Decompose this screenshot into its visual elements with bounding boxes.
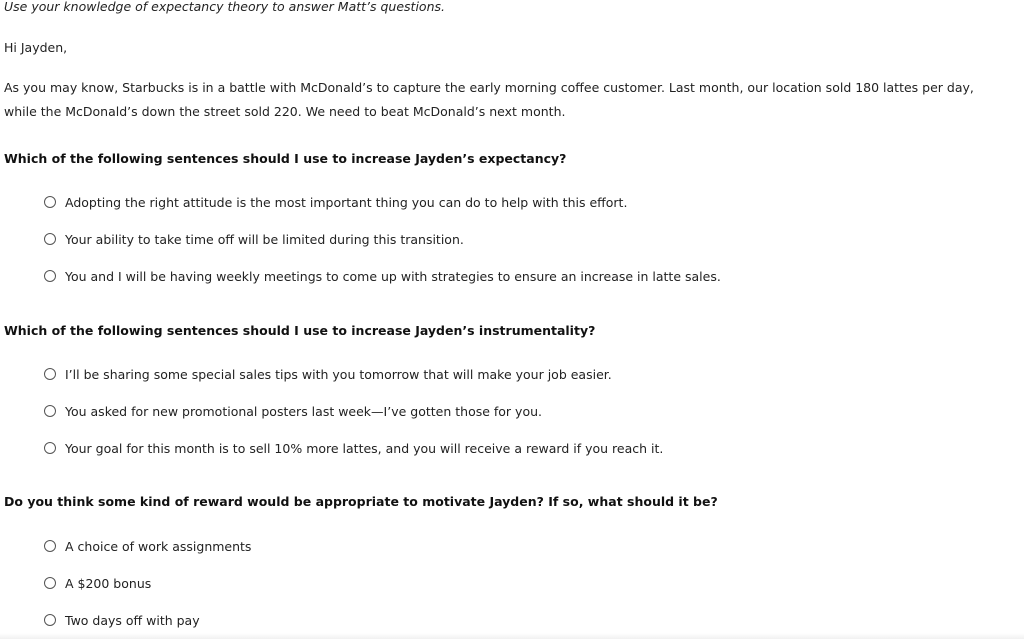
radio-button[interactable] xyxy=(44,368,56,380)
option-label: Adopting the right attitude is the most important thing you can do to help with this effort. xyxy=(65,194,628,210)
option-label: You and I will be having weekly meetings to come up with strategies to ensure an increase in latte sales. xyxy=(65,268,721,284)
radio-button[interactable] xyxy=(44,233,56,245)
option-label: A choice of work assignments xyxy=(65,538,252,554)
option-instrumentality-sales-tips[interactable] xyxy=(44,365,612,383)
radio-button[interactable] xyxy=(44,540,56,552)
option-expectancy-attitude[interactable] xyxy=(44,193,627,211)
option-reward-work-assignments[interactable] xyxy=(44,537,251,555)
option-instrumentality-goal-reward[interactable] xyxy=(44,439,663,457)
radio-button[interactable] xyxy=(44,577,56,589)
option-reward-days-off[interactable] xyxy=(44,611,200,629)
option-label: You asked for new promotional posters last week—I’ve gotten those for you. xyxy=(65,403,542,419)
bottom-divider xyxy=(0,633,1024,639)
question-expectancy: Which of the following sentences should I use to increase Jayden’s expectancy? xyxy=(4,151,567,166)
option-instrumentality-posters[interactable] xyxy=(44,402,542,420)
instruction-text: Use your knowledge of expectancy theory to answer Matt’s questions. xyxy=(4,0,445,14)
radio-button[interactable] xyxy=(44,270,56,282)
option-label: I’ll be sharing some special sales tips with you tomorrow that will make your job easier. xyxy=(65,366,612,382)
option-label: Two days off with pay xyxy=(65,612,200,628)
option-expectancy-weekly-meetings[interactable] xyxy=(44,267,721,285)
email-body: As you may know, Starbucks is in a battle with McDonald’s to capture the early morning coffee customer. Last month, our location sold 180 lattes per day, while the McDonald’s down the street sold 220. We need to beat McDonald’s next month. xyxy=(4,80,974,119)
option-expectancy-time-off[interactable] xyxy=(44,230,464,248)
radio-button[interactable] xyxy=(44,442,56,454)
option-reward-bonus[interactable] xyxy=(44,574,151,592)
email-greeting: Hi Jayden, xyxy=(4,40,68,55)
option-label: Your ability to take time off will be limited during this transition. xyxy=(65,231,464,247)
option-label: A $200 bonus xyxy=(65,575,152,591)
radio-button[interactable] xyxy=(44,614,56,626)
radio-button[interactable] xyxy=(44,405,56,417)
question-instrumentality: Which of the following sentences should I use to increase Jayden’s instrumentality? xyxy=(4,323,596,338)
option-label: Your goal for this month is to sell 10% more lattes, and you will receive a reward if you reach it. xyxy=(65,440,664,456)
radio-button[interactable] xyxy=(44,196,56,208)
question-reward: Do you think some kind of reward would be appropriate to motivate Jayden? If so, what should it be? xyxy=(4,494,718,509)
